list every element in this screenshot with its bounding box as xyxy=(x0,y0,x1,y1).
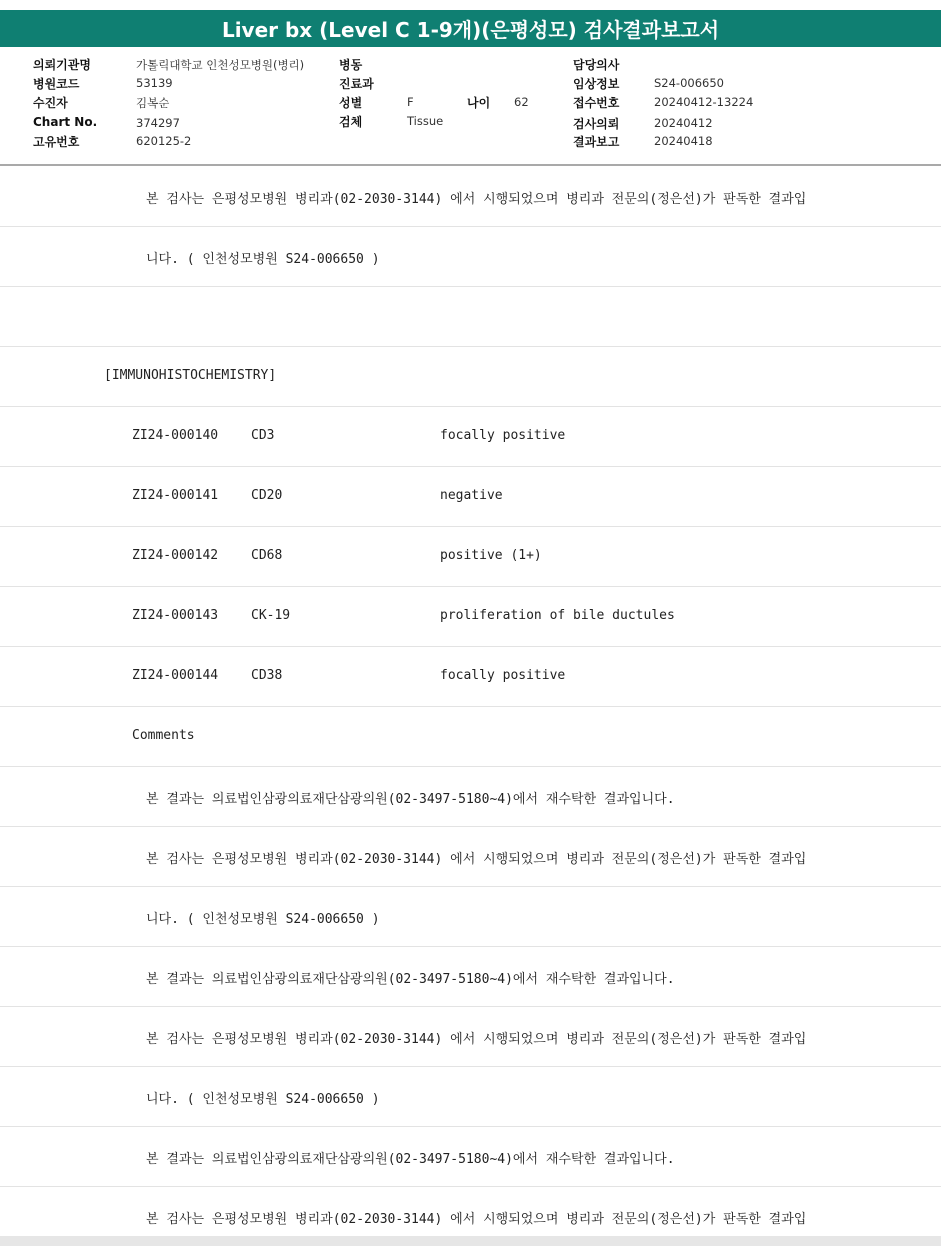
request-date-label: 검사의뢰 xyxy=(573,117,620,131)
report-line xyxy=(0,1187,941,1236)
ihc-result: focally positive xyxy=(440,428,566,443)
ihc-row xyxy=(0,587,941,647)
ihc-marker: CD20 xyxy=(251,488,283,503)
sex-label: 성별 xyxy=(339,96,363,110)
institution-label: 의뢰기관명 xyxy=(33,58,91,72)
report-text: 본 검사는 은평성모병원 병리과(02-2030-3144) 에서 시행되었으며 병리과 전문의(정은선)가 판독한 결과입 xyxy=(146,1212,807,1227)
ihc-row xyxy=(0,467,941,527)
report-text: 본 결과는 의료법인삼광의료재단삼광의원(02-3497-5180~4)에서 재수탁한 결과입니다. xyxy=(146,1152,675,1167)
ihc-id: ZI24-000142 xyxy=(132,548,219,563)
ihc-result: positive (1+) xyxy=(440,548,542,563)
report-line xyxy=(0,167,941,227)
blank-line xyxy=(0,287,941,347)
age-label: 나이 xyxy=(467,96,491,110)
comments-row xyxy=(0,707,941,767)
receipt-no-label: 접수번호 xyxy=(573,96,620,110)
receipt-no-value: 20240412-13224 xyxy=(654,95,754,109)
institution-value: 가톨릭대학교 인천성모병원(병리) xyxy=(136,58,305,72)
clinical-info-value: S24-006650 xyxy=(654,76,724,90)
page-bottom-strip xyxy=(0,1236,941,1246)
doctor-label: 담당의사 xyxy=(573,58,620,72)
report-text: 본 검사는 은평성모병원 병리과(02-2030-3144) 에서 시행되었으며 병리과 전문의(정은선)가 판독한 결과입 xyxy=(146,852,807,867)
section-heading: [IMMUNOHISTOCHEMISTRY] xyxy=(104,368,277,383)
report-text: 본 검사는 은평성모병원 병리과(02-2030-3144) 에서 시행되었으며 병리과 전문의(정은선)가 판독한 결과입 xyxy=(146,1032,807,1047)
report-line xyxy=(0,767,941,827)
report-line xyxy=(0,947,941,1007)
department-label: 진료과 xyxy=(339,77,374,91)
report-line xyxy=(0,227,941,287)
report-text: 본 결과는 의료법인삼광의료재단삼광의원(02-3497-5180~4)에서 재수탁한 결과입니다. xyxy=(146,972,675,987)
report-text: 니다. ( 인천성모병원 S24-006650 ) xyxy=(146,252,380,267)
report-header xyxy=(0,47,941,166)
ihc-id: ZI24-000141 xyxy=(132,488,219,503)
specimen-value: Tissue xyxy=(407,114,444,128)
chart-no-value: 374297 xyxy=(136,116,180,130)
comments-label: Comments xyxy=(132,728,195,743)
report-text: 니다. ( 인천성모병원 S24-006650 ) xyxy=(146,1092,380,1107)
ihc-result: proliferation of bile ductules xyxy=(440,608,675,623)
ihc-result: negative xyxy=(440,488,503,503)
report-text: 본 검사는 은평성모병원 병리과(02-2030-3144) 에서 시행되었으며 병리과 전문의(정은선)가 판독한 결과입 xyxy=(146,192,807,207)
ihc-id: ZI24-000143 xyxy=(132,608,219,623)
report-title: Liver bx (Level C 1-9개)(은평성모) 검사결과보고서 xyxy=(0,10,941,47)
report-line xyxy=(0,1127,941,1187)
patient-label: 수진자 xyxy=(33,96,68,110)
ihc-id: ZI24-000140 xyxy=(132,428,219,443)
ihc-id: ZI24-000144 xyxy=(132,668,219,683)
specimen-label: 검체 xyxy=(339,115,363,129)
patient-value: 김복순 xyxy=(136,96,170,110)
chart-no-label: Chart No. xyxy=(33,115,98,129)
request-date-value: 20240412 xyxy=(654,116,713,130)
unique-no-label: 고유번호 xyxy=(33,135,80,149)
report-line xyxy=(0,1007,941,1067)
ward-label: 병동 xyxy=(339,58,363,72)
report-line xyxy=(0,827,941,887)
age-value: 62 xyxy=(514,95,529,109)
ihc-row xyxy=(0,527,941,587)
report-text: 니다. ( 인천성모병원 S24-006650 ) xyxy=(146,912,380,927)
sex-value: F xyxy=(407,95,414,109)
ihc-marker: CD38 xyxy=(251,668,283,683)
ihc-marker: CD3 xyxy=(251,428,275,443)
report-line xyxy=(0,887,941,947)
ihc-row xyxy=(0,407,941,467)
report-line xyxy=(0,1067,941,1127)
hospital-code-value: 53139 xyxy=(136,76,173,90)
unique-no-value: 620125-2 xyxy=(136,134,192,148)
report-text: 본 결과는 의료법인삼광의료재단삼광의원(02-3497-5180~4)에서 재수탁한 결과입니다. xyxy=(146,792,675,807)
ihc-result: focally positive xyxy=(440,668,566,683)
report-date-value: 20240418 xyxy=(654,134,713,148)
report-date-label: 결과보고 xyxy=(573,135,620,149)
section-heading-row xyxy=(0,347,941,407)
clinical-info-label: 임상정보 xyxy=(573,77,620,91)
hospital-code-label: 병원코드 xyxy=(33,77,80,91)
ihc-marker: CK-19 xyxy=(251,608,291,623)
ihc-marker: CD68 xyxy=(251,548,283,563)
ihc-row xyxy=(0,647,941,707)
